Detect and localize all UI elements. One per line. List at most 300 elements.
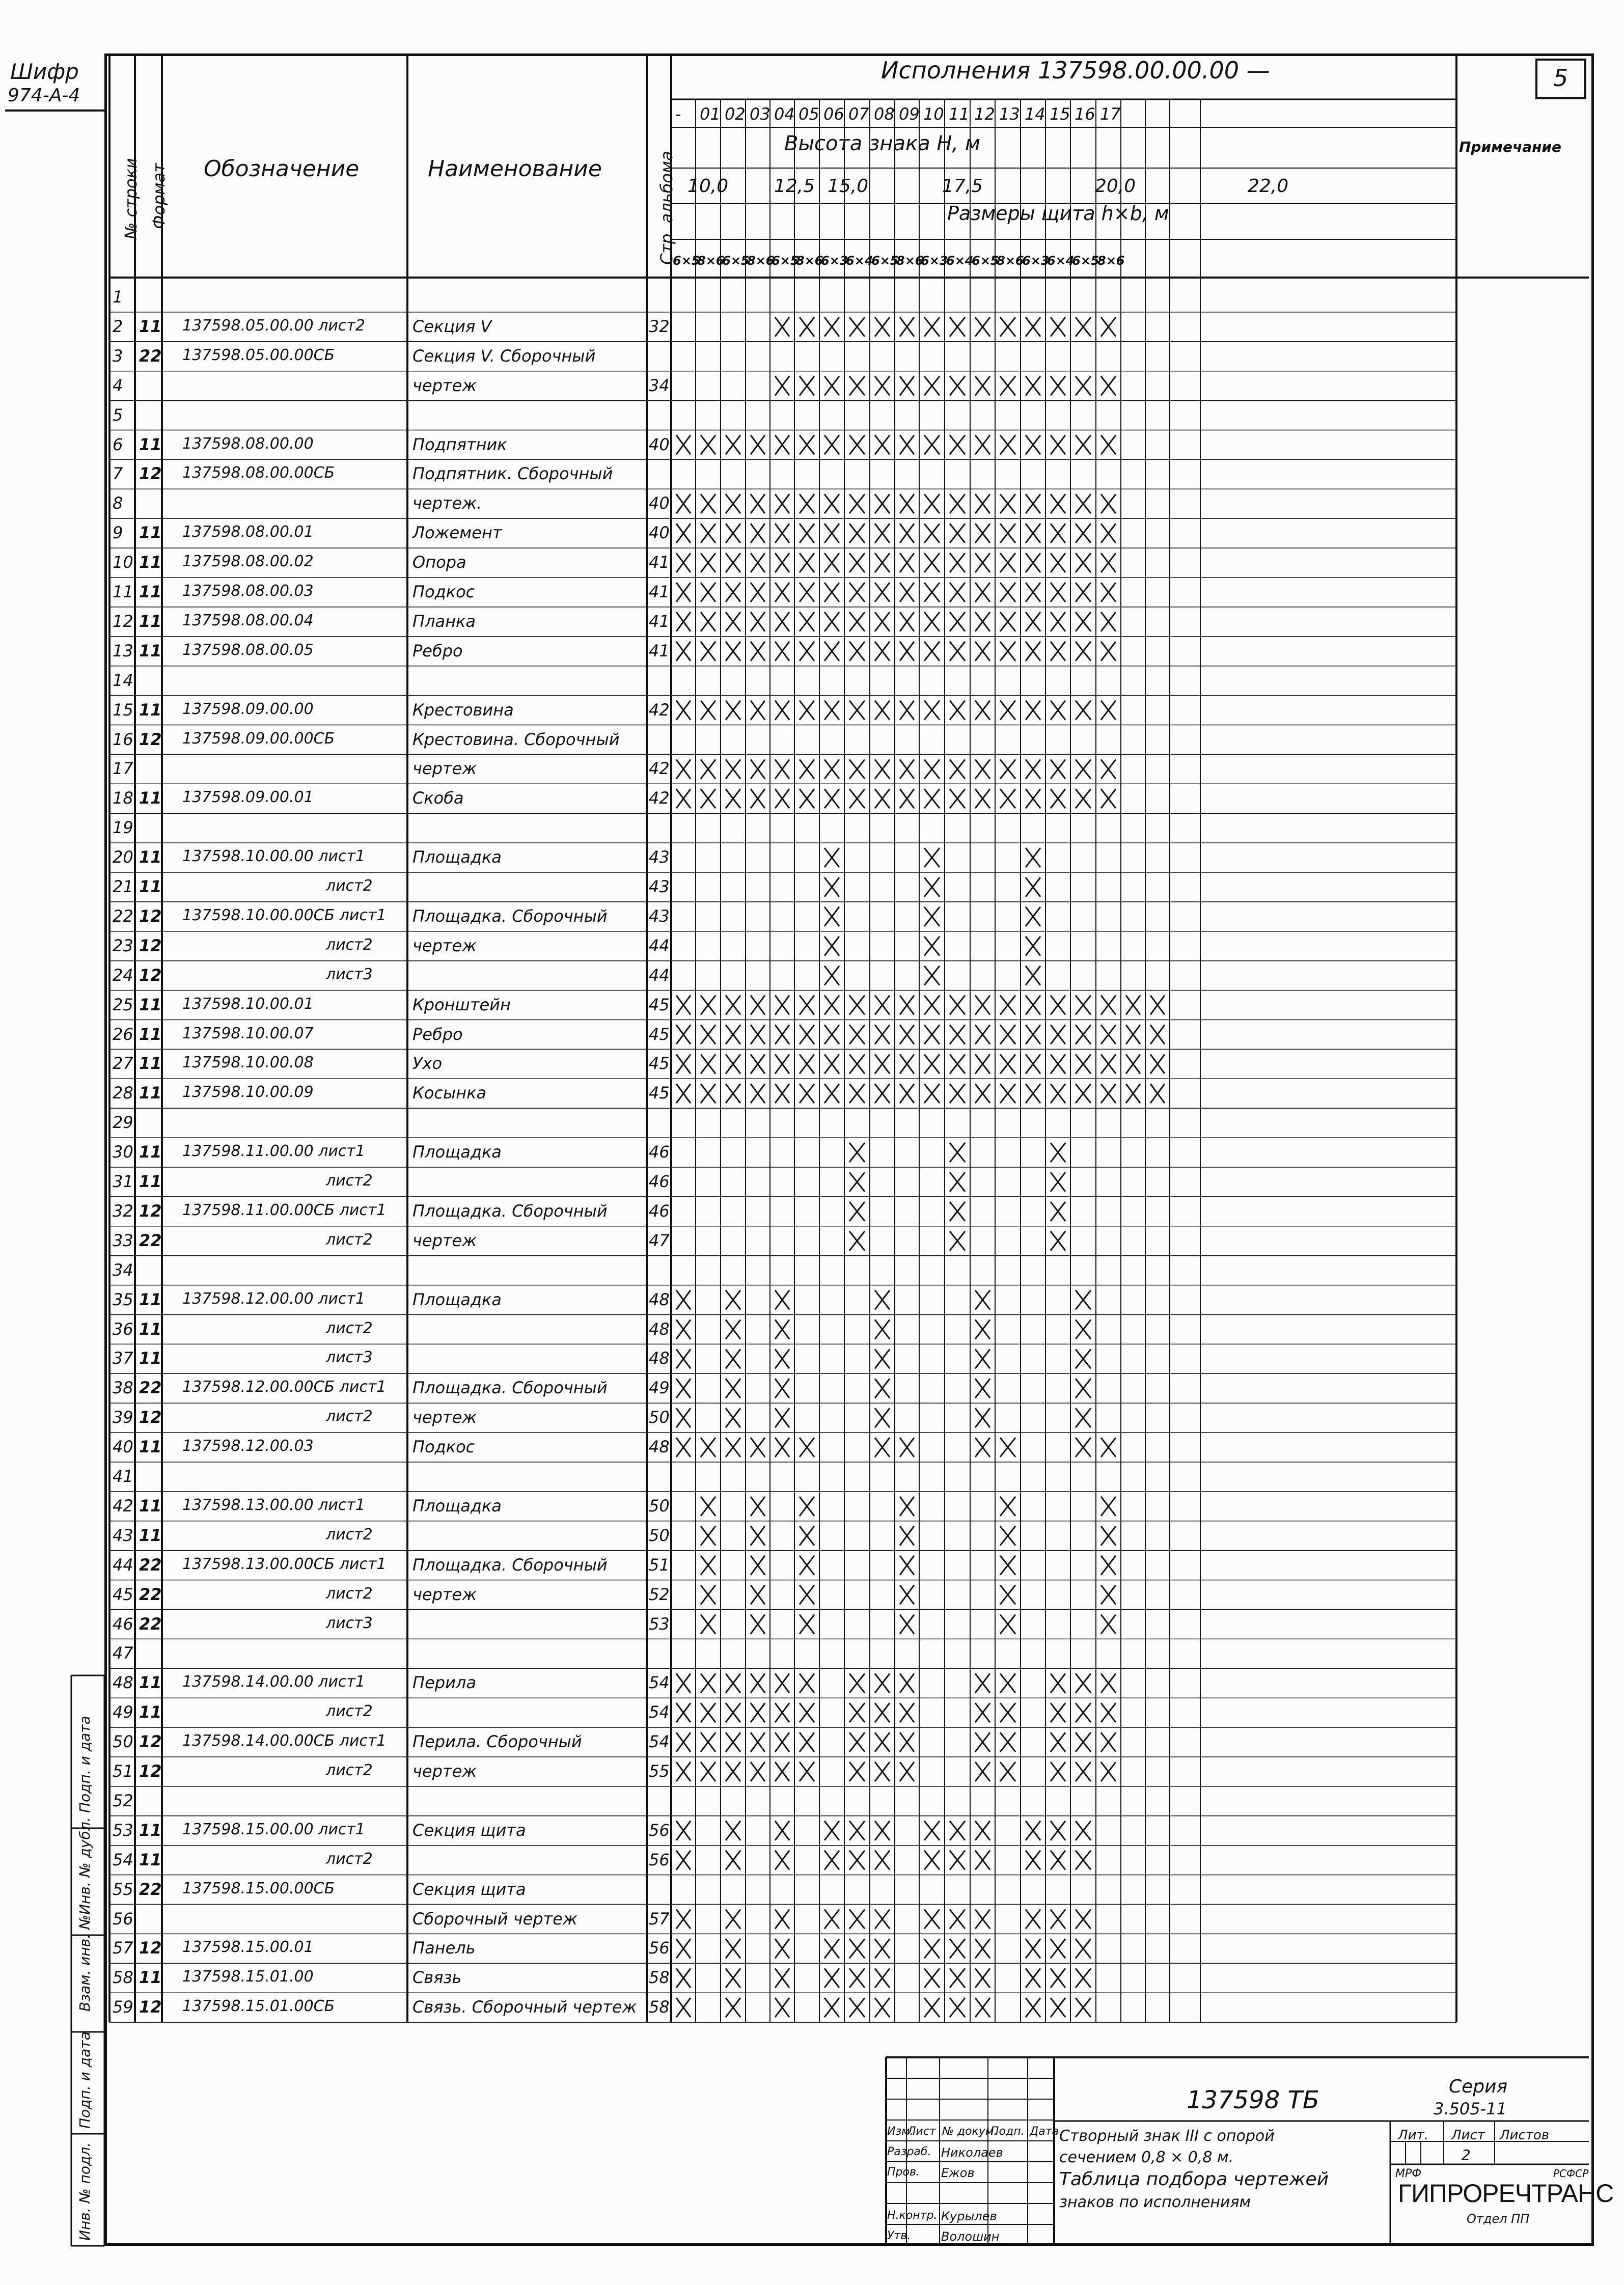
cross-mark [849,642,865,661]
cross-mark [676,1054,691,1073]
cross-mark [800,759,814,779]
cross-mark [676,1821,691,1840]
cross-mark [1101,1025,1116,1044]
row-designation: лист2 [326,1761,373,1779]
row-name: Сборочный чертеж [412,1909,577,1929]
cross-mark [775,1998,789,2017]
cross-mark [726,1939,740,1958]
cross-mark [1101,1556,1116,1575]
stamp-code: 137598 ТБ [1187,2086,1319,2114]
row-number: 20 [113,847,133,867]
cross-mark [875,583,890,602]
cross-mark [824,1025,839,1044]
row-album-page: 58 [649,1968,670,1988]
row-designation: 137598.13.00.00СБ лист1 [182,1555,387,1573]
row-designation: 137598.14.00.00СБ лист1 [182,1732,387,1750]
cross-mark [1051,494,1065,513]
cross-mark [726,612,740,631]
variant-label: 02 [725,104,746,124]
cross-mark [676,1379,691,1398]
size-value: 6×5 [673,254,700,268]
cross-mark [775,317,789,337]
row-designation: 137598.10.00.00СБ лист1 [182,906,387,924]
cross-mark [924,1821,940,1840]
row-number: 31 [113,1172,133,1191]
cross-mark [1076,1851,1091,1870]
cross-mark [975,1851,990,1870]
row-number: 32 [113,1201,133,1221]
size-value: 6×4 [946,254,974,268]
cross-mark [775,612,789,631]
cross-mark [1000,1732,1015,1752]
cross-mark [1026,789,1040,808]
row-designation: 137598.10.00.09 [182,1083,314,1102]
row-album-page: 48 [649,1348,670,1368]
row-format: 12 [139,464,162,484]
cross-mark [975,1438,990,1457]
cross-mark [875,1025,890,1044]
cross-mark [1101,1438,1116,1457]
cross-mark [751,1585,765,1605]
row-number: 38 [113,1378,133,1398]
cross-mark [726,1762,740,1781]
cross-mark [1051,1762,1065,1781]
cross-mark [1000,1673,1015,1693]
cross-mark [1051,1998,1065,2017]
side-margin-label: Подп. и дата [76,1716,93,1813]
cross-mark [701,1585,715,1605]
row-format: 11 [139,316,162,336]
cross-mark [800,1615,814,1634]
variant-label: 12 [974,104,995,124]
row-album-page: 43 [649,877,670,896]
cross-mark [775,376,789,396]
cross-mark [1026,1084,1040,1103]
size-value: 6×5 [1072,254,1099,268]
cross-mark [824,1939,839,1958]
row-designation: 137598.15.01.00 [182,1968,314,1986]
cross-mark [849,494,865,513]
cross-mark [1026,1851,1040,1870]
cross-mark [849,701,865,720]
cross-mark [1000,524,1015,543]
stamp-org-top-right: РСФСР [1553,2167,1589,2180]
row-number: 16 [113,729,133,749]
cross-mark [751,789,765,808]
cross-mark [800,612,814,631]
row-name: Перила [412,1673,476,1693]
row-album-page: 53 [649,1614,670,1634]
row-name: Крестовина. Сборочный [412,729,620,749]
cross-mark [1026,1025,1040,1044]
variant-label: 04 [774,104,795,124]
row-designation: лист2 [326,1408,373,1426]
cross-mark [751,1673,765,1693]
row-name: чертеж [412,1408,477,1427]
row-name: Ложемент [412,523,502,543]
cross-mark [900,1673,914,1693]
row-designation: 137598.14.00.00 лист1 [182,1673,365,1691]
cross-mark [676,494,691,513]
cross-mark [849,612,865,631]
row-format: 11 [139,1289,162,1309]
cross-mark [800,1025,814,1044]
row-format: 11 [139,1319,162,1339]
size-value: 8×6 [896,254,924,268]
row-album-page: 56 [649,1820,670,1840]
cross-mark [751,996,765,1015]
cross-mark [775,1084,789,1103]
cross-mark [1076,1438,1091,1457]
cross-mark [824,877,839,897]
row-number: 18 [113,788,133,808]
cross-mark [824,759,839,779]
cross-mark [950,789,965,808]
size-value: 6×5 [772,254,799,268]
cross-mark [676,701,691,720]
cross-mark [875,1379,890,1398]
col-format-label: Формат [149,163,169,229]
cross-mark [975,1998,990,2017]
cross-mark [1000,1585,1015,1605]
row-album-page: 45 [649,1024,670,1044]
cross-mark [751,1084,765,1103]
cross-mark [701,1438,715,1457]
cross-mark [1076,1084,1091,1103]
row-format: 11 [139,1024,162,1044]
row-album-page: 45 [649,1083,670,1103]
cross-mark [975,376,990,396]
cross-mark [924,612,940,631]
size-value: 8×6 [997,254,1024,268]
cross-mark [824,1910,839,1929]
row-designation: лист2 [326,935,373,954]
cross-mark [800,553,814,572]
cross-mark [849,1054,865,1073]
cross-mark [726,1851,740,1870]
cross-mark [900,1703,914,1722]
cross-mark [726,1290,740,1310]
row-format: 22 [139,1584,162,1604]
cross-mark [775,1379,789,1398]
row-name: Перила. Сборочный [412,1732,582,1752]
cross-mark [676,1349,691,1368]
cross-mark [975,1054,990,1073]
cross-mark [1076,1939,1091,1958]
cross-mark [950,1910,965,1929]
cross-mark [950,1202,965,1221]
cross-mark [1051,1821,1065,1840]
side-margin-label: Взам. инв. № [76,1914,93,2012]
cross-mark [800,1762,814,1781]
row-designation: лист2 [326,877,373,895]
row-album-page: 56 [649,1850,670,1869]
variant-label: 15 [1050,104,1070,124]
row-designation: 137598.08.00.03 [182,582,314,600]
cross-mark [875,376,890,396]
cross-mark [1051,1732,1065,1752]
size-value: 6×3 [821,254,848,268]
row-number: 33 [113,1230,133,1250]
cross-mark [1051,612,1065,631]
row-name: Площадка [412,1142,502,1162]
cross-mark [875,1290,890,1310]
cross-mark [824,937,839,956]
row-name: чертеж [412,1761,477,1781]
variant-label: 07 [848,104,869,124]
cross-mark [875,1320,890,1339]
cross-mark [1051,1673,1065,1693]
cross-mark [975,1349,990,1368]
row-number: 28 [113,1083,133,1103]
cross-mark [1101,1703,1116,1722]
height-value: 10,0 [687,176,729,197]
cross-mark [975,789,990,808]
row-name: чертеж. [412,493,482,513]
cross-mark [824,583,839,602]
cross-mark [900,583,914,602]
cross-mark [950,1025,965,1044]
cross-mark [975,701,990,720]
cross-mark [875,317,890,337]
cross-mark [1026,494,1040,513]
row-format: 22 [139,1879,162,1899]
row-designation: 137598.12.00.00СБ лист1 [182,1378,387,1396]
cross-mark [775,1673,789,1693]
cross-mark [1000,317,1015,337]
cross-mark [726,1968,740,1988]
row-designation: 137598.15.00.00СБ [182,1879,335,1897]
row-album-page: 32 [649,316,670,336]
row-format: 12 [139,965,162,985]
cross-mark [875,642,890,661]
cross-mark [1051,642,1065,661]
row-name: Площадка [412,1289,502,1309]
cross-mark [701,1703,715,1722]
row-designation: 137598.05.00.00 лист2 [182,316,365,335]
cross-mark [701,1673,715,1693]
row-album-page: 56 [649,1938,670,1958]
cross-mark [1051,317,1065,337]
cross-mark [1126,1054,1140,1073]
executions-title: Исполнения 137598.00.00.00 — [881,57,1270,84]
row-name: Секция щита [412,1820,526,1840]
cross-mark [726,1998,740,2017]
cross-mark [1126,996,1140,1015]
cross-mark [1076,701,1091,720]
page-number: 5 [1553,64,1568,92]
row-name: Подкос [412,1437,475,1457]
cross-mark [975,1408,990,1427]
stamp-person: Курылев [941,2209,997,2223]
cross-mark [701,435,715,455]
cross-mark [849,1231,865,1251]
cross-mark [975,1910,990,1929]
cross-mark [775,583,789,602]
row-format: 22 [139,1555,162,1575]
row-number: 1 [113,287,123,307]
size-value: 6×3 [1022,254,1050,268]
cross-mark [1026,1054,1040,1073]
cross-mark [975,642,990,661]
row-name: Площадка. Сборочный [412,1201,608,1221]
row-designation: лист2 [326,1230,373,1249]
cross-mark [751,1526,765,1546]
cross-mark [775,759,789,779]
row-name: Связь [412,1968,462,1988]
cross-mark [924,1851,940,1870]
cross-mark [775,435,789,455]
cross-mark [1101,376,1116,396]
stamp-role: Разраб. [887,2145,931,2158]
row-album-page: 42 [649,788,670,808]
sizes-title: Размеры щита h×b, м [947,202,1169,225]
cross-mark [900,494,914,513]
cross-mark [1026,435,1040,455]
stamp-org-top-left: МРФ [1395,2167,1422,2180]
cross-mark [676,1910,691,1929]
cross-mark [849,1673,865,1693]
cross-mark [1051,1084,1065,1103]
cross-mark [775,1762,789,1781]
row-album-page: 50 [649,1496,670,1516]
stamp-person: Ежов [941,2166,975,2180]
row-album-page: 40 [649,493,670,513]
cross-mark [676,1732,691,1752]
row-number: 30 [113,1142,133,1162]
cross-mark [1101,996,1116,1015]
cross-mark [924,966,940,985]
row-format: 11 [139,1172,162,1191]
cross-mark [751,759,765,779]
cross-mark [849,1762,865,1781]
cross-mark [875,494,890,513]
row-number: 52 [113,1791,133,1810]
cross-mark [800,996,814,1015]
cross-mark [775,1732,789,1752]
cross-mark [800,435,814,455]
row-album-page: 41 [649,611,670,631]
cross-mark [701,612,715,631]
cross-mark [849,1998,865,2017]
cross-mark [875,1673,890,1693]
row-name: Крестовина [412,700,514,720]
cross-mark [950,1968,965,1988]
cross-mark [701,1556,715,1575]
cross-mark [676,553,691,572]
cross-mark [950,642,965,661]
cross-mark [849,1025,865,1044]
cross-mark [775,1851,789,1870]
cross-mark [1076,759,1091,779]
cross-mark [726,701,740,720]
cross-mark [726,494,740,513]
cross-mark [775,1910,789,1929]
cross-mark [975,524,990,543]
cross-mark [875,759,890,779]
cross-mark [775,642,789,661]
height-value: 17,5 [942,176,983,197]
cross-mark [824,1054,839,1073]
cross-mark [775,1438,789,1457]
cross-mark [1076,1910,1091,1929]
cross-mark [900,1084,914,1103]
cross-mark [824,612,839,631]
row-designation: 137598.09.00.00 [182,700,314,718]
cross-mark [975,553,990,572]
cross-mark [1026,966,1040,985]
cross-mark [800,376,814,396]
row-album-page: 44 [649,935,670,955]
row-album-page: 46 [649,1201,670,1221]
cross-mark [800,1054,814,1073]
row-format: 22 [139,346,162,366]
cross-mark [950,1998,965,2017]
col-designation-label: Обозначение [204,156,360,182]
cross-mark [975,1939,990,1958]
cross-mark [924,317,940,337]
row-designation: 137598.08.00.04 [182,611,314,629]
row-name: Опора [412,553,466,572]
row-album-page: 48 [649,1289,670,1309]
cross-mark [1026,759,1040,779]
cross-mark [1101,583,1116,602]
cross-mark [751,1556,765,1575]
cross-mark [975,1673,990,1693]
cross-mark [824,907,839,926]
cross-mark [751,701,765,720]
row-number: 23 [113,935,133,955]
cross-mark [1000,583,1015,602]
row-number: 5 [113,405,123,425]
cross-mark [950,759,965,779]
cross-mark [751,1762,765,1781]
row-format: 12 [139,1201,162,1221]
cross-mark [924,494,940,513]
cross-mark [701,1084,715,1103]
row-album-page: 50 [649,1525,670,1545]
cross-mark [950,376,965,396]
row-format: 11 [139,1820,162,1840]
row-format: 12 [139,935,162,955]
cross-mark [975,996,990,1015]
row-format: 12 [139,1938,162,1958]
cross-mark [900,1732,914,1752]
row-name: Кронштейн [412,995,511,1014]
row-name: Площадка [412,847,502,867]
cross-mark [1026,1968,1040,1988]
cross-mark [924,996,940,1015]
cross-mark [1051,996,1065,1015]
cross-mark [1000,1556,1015,1575]
row-designation: лист3 [326,1614,373,1632]
cross-mark [900,1615,914,1634]
cross-mark [1101,1732,1116,1752]
row-name: Скоба [412,788,464,808]
cross-mark [950,1054,965,1073]
cross-mark [824,435,839,455]
cross-mark [824,1968,839,1988]
cross-mark [849,1202,865,1221]
cross-mark [824,966,839,985]
cross-mark [726,1732,740,1752]
cross-mark [701,1526,715,1546]
cross-mark [1101,1054,1116,1073]
cross-mark [975,317,990,337]
cross-mark [824,376,839,396]
height-value: 22,0 [1248,176,1289,197]
cross-mark [924,848,940,867]
